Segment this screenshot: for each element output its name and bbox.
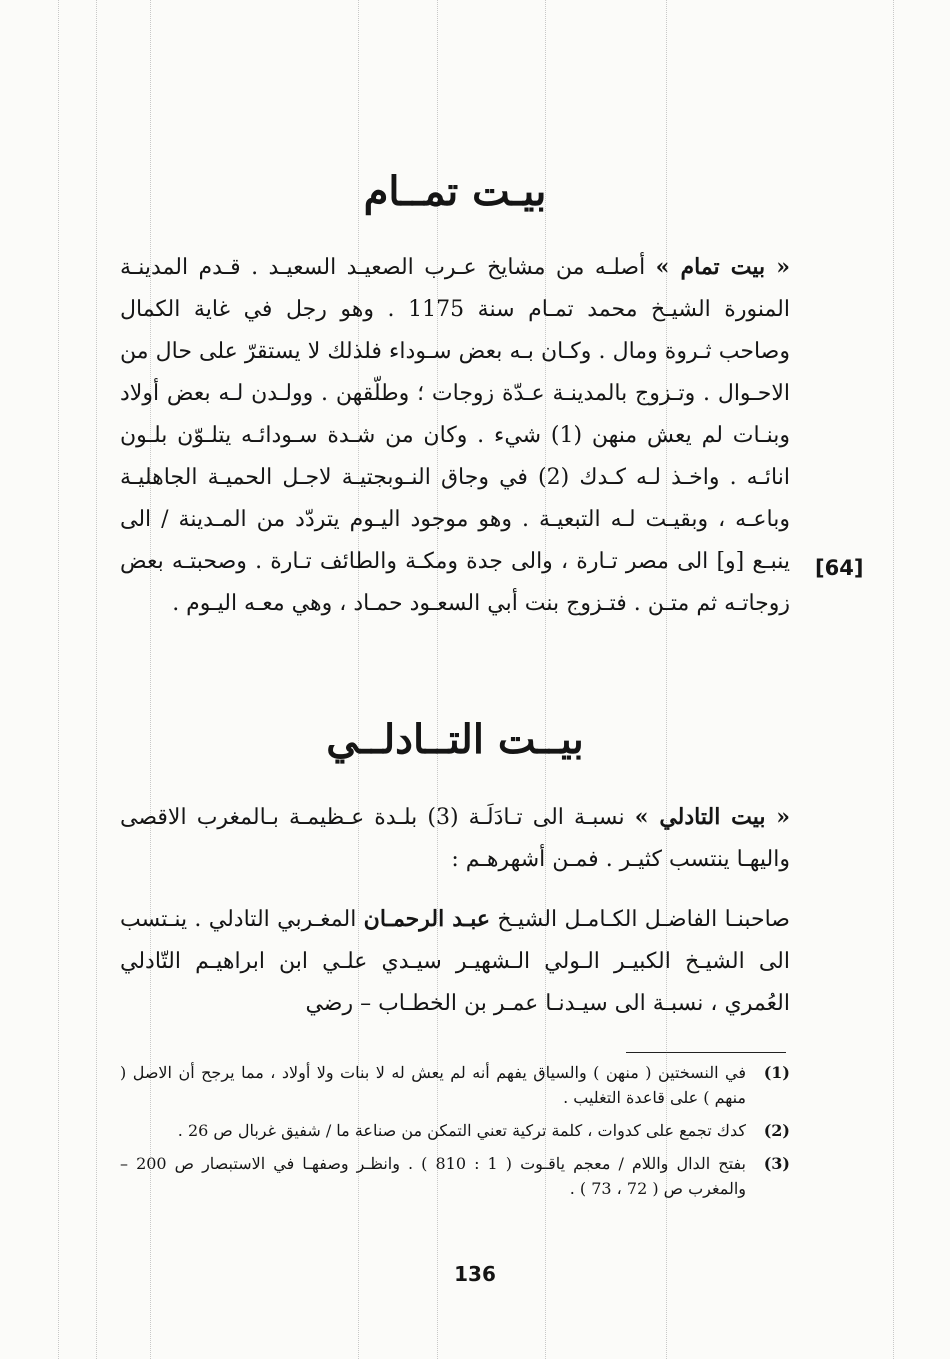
page-number: 136 [454, 1262, 496, 1286]
footnote-number: (2) [763, 1121, 790, 1140]
footnote-text: كدك تجمع على كدوات ، كلمة تركية تعني التمكن من صناعة ما / شفيق غربال ص 26 . [177, 1121, 746, 1140]
footnote [120, 1060, 790, 1110]
footnote-separator [626, 1052, 786, 1053]
scan-guide-line [893, 0, 894, 1359]
scan-guide-line [58, 0, 59, 1359]
footnote [120, 1151, 790, 1201]
paragraph-body: أصلـه من مشايخ عـرب الصعيـد السعيـد . قـدم المدينـة المنورة الشيـخ محمد تمـام سنة 1175 . وهو رجل في غاية الكمال وصاحب ثـروة ومال . وكـان بـه بعض سـوداء فلذلك لا يستقرّ على حال من الاحـوال . وتـزوج بالمدينـة عـدّة زوجات ؛ وطلّقهن . وولـدن لـه بعض أولاد وبنـات لم يعش منهن (1) شيء . وكان من شـدة سـودائـه يتلـوّن بلـون انائـه . واخـذ لـه كـدك (2) في وجاق النـوبجتيـة لاجـل الحميـة الجاهليـة وباعـه ، وبقيـت لـه التبعيـة . وهو موجود اليـوم يتردّد من المـدينة / الى ينبـع [و] الى مصر تـارة ، والى جدة ومكـة والطائف تـارة . وصحبتـه بعض زوجاتـه ثم متـن . فتـزوج بنت أبي السعـود حمـاد ، وهي معـه اليـوم . [120, 255, 790, 616]
paragraph-lead: « بيت التادلي » [634, 804, 790, 830]
footnotes [120, 1060, 790, 1209]
footnote-text: في النسختين ( منهن ) والسياق يفهم أنه لم يعش له لا بنات ولا أولاد ، مما يرجح أن الاصل ( منهم ) على قاعدة التغليب . [120, 1063, 746, 1107]
section-paragraph-bayt-altadili [120, 796, 790, 881]
paragraph-body: صاحبنـا الفاضـل الكـامـل الشيـخ [490, 907, 790, 932]
footnote-text: بفتح الدال واللام / معجم ياقـوت ( 1 : 810 ) . وانظـر وصفهـا في الاستبصار ص 200 – والمغرب ص ( 72 ، 73 ) . [120, 1154, 747, 1198]
section-title-bayt-tamam: بيـت تمــام [363, 168, 547, 215]
person-name: عبـد الرحمـان [363, 906, 491, 932]
section-title-bayt-altadili: بيــت التــادلــي [326, 716, 584, 763]
marginal-page-reference: [64] [815, 556, 864, 580]
section-paragraph-abd-alrahman [120, 898, 790, 1025]
footnote-number: (3) [763, 1154, 790, 1173]
paragraph-body: نسبـة الى تـادَلَـة (3) بلـدة عـظيمـة بـالمغرب الاقصى واليهـا ينتسب كثيـر . فمـن أشهرهـم : [120, 805, 790, 872]
section-paragraph-bayt-tamam [120, 246, 790, 625]
footnote-number: (1) [763, 1063, 790, 1082]
scan-guide-line [96, 0, 97, 1359]
paragraph-body: المغـربي التادلي . ينـتسب الى الشيـخ الكبيـر الـولي الـشهيـر سيـدي علـي ابن ابراهيـم التّادلي العُمري ، نسبـة الى سيـدنـا عمـر بن الخطـاب – رضي [120, 907, 790, 1016]
footnote [120, 1118, 790, 1143]
paragraph-lead: « بيت تمام » [655, 254, 790, 280]
